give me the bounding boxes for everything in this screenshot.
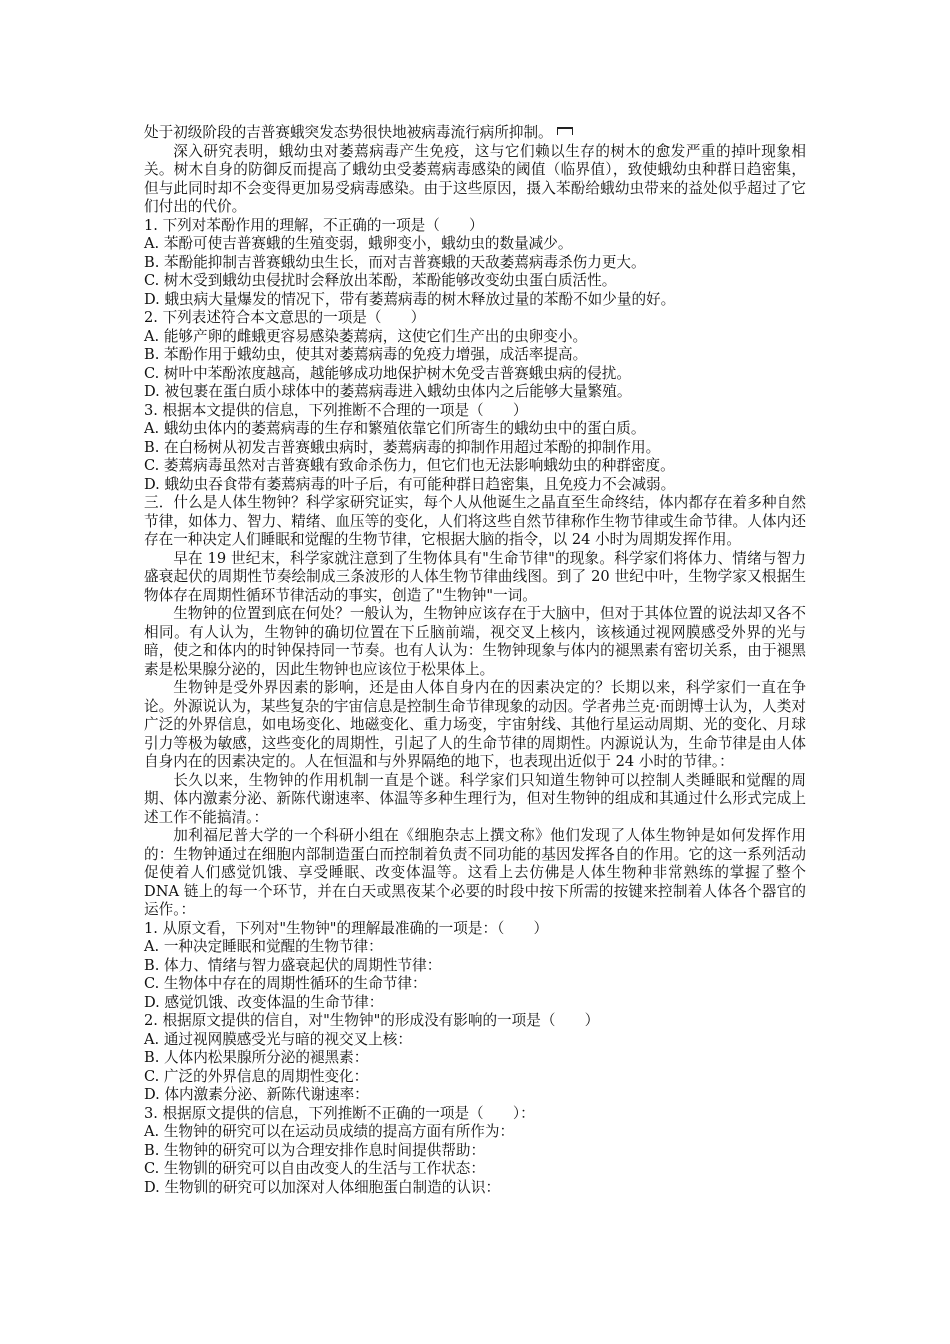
question-3-option-d: D. 生物钏的研究可以加深对人体细胞蛋白制造的认识： [144,1178,501,1196]
question-2-option-d: D. 体内激素分泌、新陈代谢速率： [144,1086,369,1103]
question-3-option-c: C. 生物钏的研究可以自由改变人的生活与工作状态： [144,1160,485,1177]
question-1-option-c: C. 树木受到蛾幼虫侵扰时会释放出苯酚，苯酚能够改变幼虫蛋白质活性。 [144,272,617,289]
question-1-option-b: B. 苯酚能抑制吉普赛蛾幼虫生长，而对吉普赛蛾的天敌萎蔫病毒杀伤力更大。 [144,253,646,271]
question-2-option-a: A. 通过视网膜感受光与暗的视交叉上核： [144,1030,412,1048]
passage-continuation [144,124,806,143]
question-1-option-d: D. 蛾虫病大量爆发的情况下，带有萎蔫病毒的树木释放过量的苯酚不如少量的好。 [144,290,676,308]
question-2-option-a: A. 能够产卵的雌蛾更容易感染萎蔫病，这使它们生产出的虫卵变小。 [144,327,588,345]
question-3-option-d: D. 蛾幼虫吞食带有萎蔫病毒的叶子后，有可能种群日趋密集，且免疫力不会减弱。 [144,475,676,493]
question-1: 1. 从原文看，下列对"生物钟"的理解最准确的一项是：（ ） [144,919,549,937]
question-3-option-b: B. 生物钟的研究可以为合理安排作息时间提供帮助： [144,1141,486,1159]
question-1: 1. 下列对苯酚作用的理解，不正确的一项是（ ） [144,216,484,234]
question-1-option-a: A. 一种决定睡眠和觉醒的生物节律： [144,938,383,955]
passage-paragraph: 生物钟的位置到底在何处？一般认为，生物钟应该存在于大脑中，但对于其体位置的说法却又各不相同。有人认为，生物钟的确切位置在下丘脑前端，视交叉上核内，该核通过视网膜感受外界的光与暗，使之和体内的时钟保持同一节奏。也有人认为：生物钟现象与体内的褪黑素有密切关系，由于褪黑素是松果腺分泌的，因此生物钟也应该位于松果体上。 [144,605,806,678]
question-2: 2. 下列表述符合本文意思的一项是（ ） [144,309,426,326]
question-3-option-b: B. 在白杨树从初发吉普赛蛾虫病时，萎蔫病毒的抑制作用超过苯酚的抑制作用。 [144,438,661,456]
question-2-option-b: B. 苯酚作用于蛾幼虫，使其对萎蔫病毒的免疫力增强，成活率提高。 [144,346,588,363]
question-2-option-b: B. 人体内松果腺所分泌的褪黑素： [144,1049,369,1066]
question-3-option-a: A. 蛾幼虫体内的萎蔫病毒的生存和繁殖依靠它们所寄生的蛾幼虫中的蛋白质。 [144,420,646,437]
passage-paragraph: 生物钟是受外界因素的影响，还是由人体自身内在的因素决定的？长期以来，科学家们一直在争论。外源说认为，某些复杂的宇宙信息是控制生命节律现象的动因。学者弗兰克·而朗博士认为，人类对广泛的外界信息，如电场变化、地磁变化、重力场变，宇宙射线、其他行星运动周期、光的变化、月球引力等极为敏感，这些变化的周期性，引起了人的生命节律的周期性。内源说认为，生命节律是由人体自身内在的因素决定的。人在恒温和与外界隔绝的地下，也表现出近似于 24 小时的节律。： [144,679,806,770]
section-3-intro: 三．什么是人体生物钟？科学家研究证实，每个人从他诞生之晶直至生命终结，体内都存在着多种自然节律，如体力、智力、精绪、血压等的变化，人们将这些自然节律称作生物节律或生命节律。人体内还存在一种决定人们睡眠和觉醒的生物节律，它根据大脑的指令，以 24 小时为周期发挥作用。 [144,494,806,548]
passage-paragraph: 长久以来，生物钟的作用机制一直是个谜。科学家们只知道生物钟可以控制人类睡眠和觉醒的周期、体内激素分泌、新陈代谢速率、体温等多种生理行为，但对生物钟的组成和其通过什么形式完成上述工作不能搞清。： [144,771,806,826]
question-3: 3. 根据本文提供的信息，下列推断不合理的一项是（ ） [144,401,528,419]
question-3-option-a: A. 生物钟的研究可以在运动员成绩的提高方面有所作为： [144,1123,515,1140]
question-1-option-b: B. 体力、情绪与智力盛衰起伏的周期性节律： [144,956,442,974]
question-3: 3. 根据原文提供的信息，下列推断不正确的一项是（ ）： [144,1104,535,1122]
passage-continuation-text: 处于初级阶段的吉普赛蛾突发态势很快地被病毒流行病所抑制。 [144,124,553,141]
question-2-option-c: C. 广泛的外界信息的周期性变化： [144,1067,369,1085]
question-1-option-d: D. 感觉饥饿、改变体温的生命节律： [144,993,384,1011]
question-3-option-c: C. 萎蔫病毒虽然对吉普赛蛾有致命杀伤力，但它们也无法影响蛾幼虫的种群密度。 [144,457,675,474]
document-page [144,124,806,1197]
question-2-option-c: C. 树叶中苯酚浓度越高，越能够成功地保护树木免受吉普赛蛾虫病的侵扰。 [144,364,631,382]
scan-mark [557,127,573,135]
passage-paragraph: 加利福尼普大学的一个科研小组在《细胞杂志上撰文称》他们发现了人体生物钟是如何发挥作用的：生物钟通过在细胞内部制造蛋白而控制着负责不同功能的基因发挥各自的作用。它的这一系列活动促使着人们感觉饥饿、享受睡眠、改变体温等。这看上去仿佛是人体生物种非常熟练的掌握了整个 DNA 链上的每一个环节，并在白天或黑夜某个必要的时段中按下所需的按键来控制着人体各个器官的运作。： [144,827,806,918]
question-2: 2. 根据原文提供的信自，对"生物钟"的形成没有影响的一项是（ ） [144,1012,600,1029]
question-1-option-a: A. 苯酚可使吉普赛蛾的生殖变弱，蛾卵变小，蛾幼虫的数量减少。 [144,235,573,252]
question-2-option-d: D. 被包裹在蛋白质小球体中的萎蔫病毒进入蛾幼虫体内之后能够大量繁殖。 [144,383,632,400]
passage-paragraph: 早在 19 世纪末，科学家就注意到了生物体具有"生命节律"的现象。科学家们将体力、情绪与智力盛衰起伏的周期性节奏绘制成三条波形的人体生物节律曲线图。到了 20 世纪中叶，生物学家又根据生物体存在周期性循环节律活动的事实，创造了"生物钟"一词。 [144,549,806,604]
question-1-option-c: C. 生物体中存在的周期性循环的生命节律： [144,975,427,992]
passage-paragraph: 深入研究表明，蛾幼虫对萎蔫病毒产生免疫，这与它们赖以生存的树木的愈发严重的掉叶现象相关。树木自身的防御反而提高了蛾幼虫受萎蔫病毒感染的阈值（临界值），致使蛾幼虫种群日趋密集，但与此同时却不会变得更加易受病毒感染。由于这些原因，摄入苯酚给蛾幼虫带来的益处似乎超过了它们付出的代价。 [144,142,806,215]
